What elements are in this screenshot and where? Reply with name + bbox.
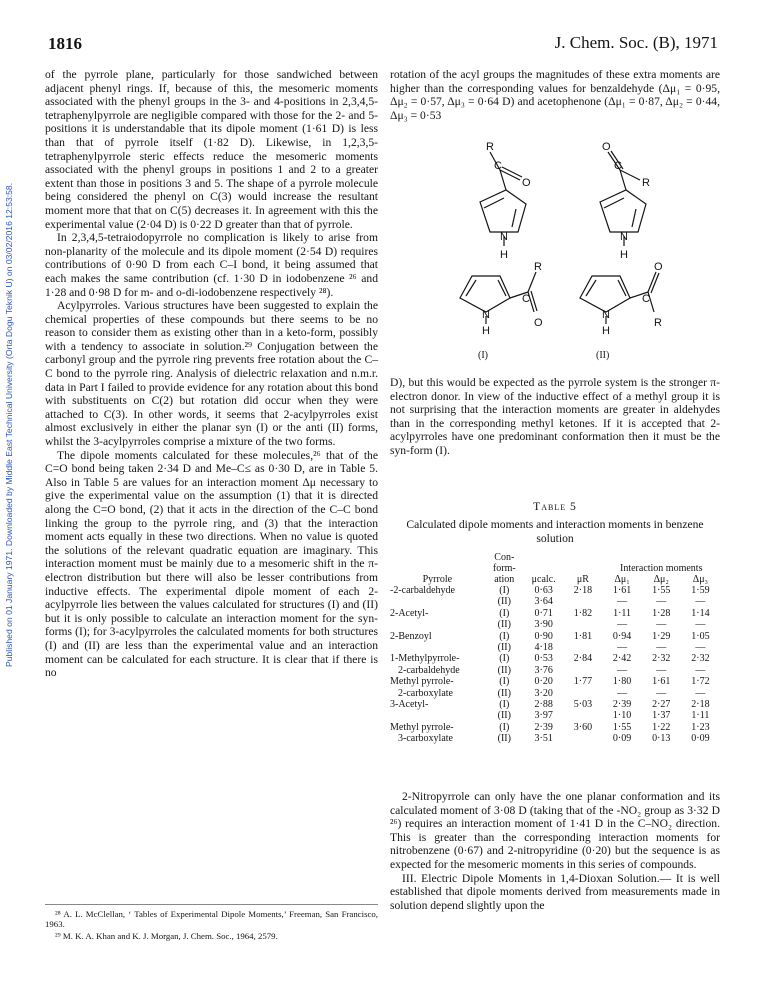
atom-label: R — [534, 261, 542, 273]
download-notice: Published on 01 January 1971. Downloaded by Middle East Technical University (Orta Dogu Teknik U) on 03/02/2016 12:53:58. — [4, 182, 14, 668]
table-cell: 2·18 — [691, 699, 710, 711]
table-cell: 1·29 — [652, 630, 671, 642]
table-cell: — — [695, 642, 706, 654]
atom-label: O — [654, 261, 663, 273]
footnote: ²⁸ A. L. McClellan, ‘ Tables of Experimental Dipole Moments,’ Freeman, San Francisco, 1963. — [45, 909, 378, 930]
table-cell: 1·59 — [691, 585, 710, 596]
header-cell: μcalc. — [531, 574, 556, 585]
table-cell: (I) — [499, 721, 510, 733]
atom-label: N — [602, 309, 610, 321]
table-cell: 1·11 — [613, 607, 632, 619]
table-cell: 3·60 — [573, 721, 593, 733]
table-cell: 3·76 — [534, 664, 553, 676]
table-cell: 0·94 — [612, 630, 632, 642]
paragraph: III. Electric Dipole Moments in 1,4-Dioxan Solution.— It is well established that dipole moments derived from measurements made in solution depend slightly upon the — [390, 871, 720, 912]
table-cell: 1·61 — [652, 676, 671, 688]
paragraph: of the pyrrole plane, particularly for those sandwiched between adjacent phenyl rings. If, because of this, the mesomeric moments associated with the phenyl groups in the 3- and 4-positions in 2,3,4,5-tetraphenylpyrrole are negligible compared with those for the 2- and 5-positions it is understandable that its dipole moment (1·61 D) is less than that of pyrrole itself (1·82 D). Likewise, in 1,2,3,5-tetraphenylpyrrole steric effects reduce the mesomeric moments associated with the phenyl groups in positions 1 and 2 to a greater extent than those in positions 3 and 5. The shape of a pyrrole molecule being considered the phenyl on C(3) would increase the resultant moment more that that on C(5) decreases it. In agreement with this the experimental value (2·04 D) is 0·22 D greater than that of pyrrole. — [45, 68, 378, 231]
table-cell: 1·72 — [691, 676, 710, 688]
table-cell: 2·88 — [534, 699, 553, 711]
paragraph: In 2,3,4,5-tetraiodopyrrole no complication is likely to arise from non-planarity of the molecule and its dipole moment (2·54 D) requires contributions of 0·90 D from each C–I bond, it being assumed that each makes the same contribution (cf. 1·30 D in iodobenzene ²⁶ and 1·28 and 0·98 D for m- and o-di-iodobenzene respectively ²⁸). — [45, 231, 378, 299]
table-cell: (II) — [497, 710, 511, 722]
table-cell: 4·18 — [534, 642, 553, 654]
atom-label: R — [486, 141, 494, 153]
table-cell: 3·64 — [534, 596, 553, 608]
table-cell: 0·09 — [612, 733, 632, 745]
atom-label: N — [482, 309, 490, 321]
table-cell: — — [695, 687, 706, 699]
footnotes — [45, 904, 378, 942]
table-cell: (I) — [499, 699, 510, 711]
atom-label: C — [614, 160, 622, 172]
table-title: Calculated dipole moments and interaction moments in benzene solution — [406, 518, 704, 545]
table-cell: 1·80 — [612, 676, 632, 688]
table-cell — [390, 596, 485, 607]
table-cell: 2-carboxylate — [398, 687, 453, 699]
table-cell: 0·53 — [534, 653, 553, 665]
atom-label: O — [522, 177, 531, 189]
table-cell — [563, 710, 602, 721]
table-cell: 0·71 — [534, 607, 553, 619]
structure-diagrams — [430, 132, 690, 368]
table-label: Table 5 — [533, 500, 577, 513]
table-row — [390, 665, 720, 676]
table-cell: (II) — [497, 687, 511, 699]
table-cell: — — [617, 619, 628, 631]
table-cell: 1·81 — [573, 630, 593, 642]
structure-label-I: (I) — [478, 350, 488, 361]
table-cell: 0·09 — [691, 733, 710, 745]
table-cell: 0·63 — [534, 585, 553, 596]
table-cell: — — [695, 664, 706, 676]
table-cell: 3·51 — [534, 733, 553, 745]
table-cell: (II) — [497, 619, 511, 631]
table-row — [390, 733, 720, 744]
table-row — [390, 688, 720, 699]
table-cell: — — [656, 642, 667, 654]
atom-label: H — [482, 325, 490, 337]
table-cell: 1·61 — [612, 585, 632, 596]
table-cell — [563, 596, 602, 607]
table-cell: 3·20 — [534, 687, 553, 699]
paragraph: The dipole moments calculated for these molecules,²⁶ that of the C=O bond being taken 2·34 D and Me–C≤ as 0·30 D, are in Table 5. Also in Table 5 are values for an interaction moment Δμ necessary to give the experimental value on the assumption (1) that it is directed along the C=O bond, (2) that it acts in the direction of the C–C bond linking the group to the pyrrole ring, and (3) that the interaction moment acts equally in these two directions. When no value is quoted the solutions of the relevant quadratic equation are imaginary. This interaction moment must be mainly due to a mesomeric shift in the π-electron distribution but there will also be lesser contributions from inductive effects. The experimental dipole moment of each 2-acylpyrrole lies between the values calculated for structures (I) and (II) but it is only possible to calculate an interaction moment for the syn-forms (I); for 3-acylpyrroles the calculated moments for both structures (I) and (II) are less than the experimental value and an interaction moment can be calculated for each structure. It is clear that if there is no — [45, 448, 378, 680]
table-cell: 0·90 — [534, 630, 553, 642]
table-cell: 1·28 — [652, 607, 671, 619]
header-cell: Δμ₃ — [692, 574, 709, 585]
table-cell — [563, 619, 602, 630]
page-number: 1816 — [48, 34, 82, 53]
atom-label: O — [602, 141, 611, 153]
table-cell: (I) — [499, 607, 510, 619]
table-row — [390, 653, 720, 664]
table-row — [390, 585, 720, 596]
table-cell: (I) — [499, 676, 510, 688]
table-cell: 1·14 — [691, 607, 710, 619]
table-cell: (II) — [497, 642, 511, 654]
table-cell: 1·22 — [652, 721, 671, 733]
atom-label: R — [642, 177, 650, 189]
structure-label-II: (II) — [596, 350, 610, 361]
table-cell: 1·37 — [652, 710, 671, 722]
table-row — [390, 631, 720, 642]
table-cell: 2·39 — [612, 699, 632, 711]
table-cell: 5·03 — [573, 699, 593, 711]
paragraph: D), but this would be expected as the pyrrole system is the stronger π-electron donor. In view of the inductive effect of a methyl group it is not surprising that the interaction moments are greater in aldehydes than in the corresponding methyl ketones. If it is accepted that 2-acylpyrroles have one predominant conformation then it must be the syn-form (I). — [390, 376, 720, 457]
pyrrole-structures-svg — [430, 132, 690, 368]
table-cell: — — [695, 619, 706, 631]
table-cell: 1·23 — [691, 721, 710, 733]
table-cell: 1·55 — [652, 585, 671, 596]
header-cell: ation — [494, 574, 515, 585]
right-column-top — [390, 68, 720, 122]
table-cell — [563, 642, 602, 653]
table-cell: (I) — [499, 585, 510, 596]
footnote: ²⁹ M. K. A. Khan and K. J. Morgan, J. Chem. Soc., 1964, 2579. — [55, 930, 278, 941]
table-row — [390, 642, 720, 653]
table-cell: — — [656, 619, 667, 631]
table-cell: — — [617, 687, 628, 699]
table-cell: 0·20 — [534, 676, 553, 688]
table-cell: 3·90 — [534, 619, 553, 631]
table-cell: — — [695, 596, 706, 608]
atom-label: R — [654, 317, 662, 329]
table-cell — [563, 688, 602, 699]
atom-label: H — [602, 325, 610, 337]
table-cell — [390, 710, 485, 721]
header-cell: Con- — [494, 552, 515, 563]
table-cell: — — [656, 687, 667, 699]
table-row — [390, 676, 720, 687]
table-cell: 2·32 — [691, 653, 710, 665]
table-cell: — — [617, 596, 628, 608]
table-cell: (I) — [499, 630, 510, 642]
table-cell: 2-Benzoyl — [390, 630, 432, 642]
atom-label: O — [534, 317, 543, 329]
paragraph: 2-Nitropyrrole can only have the one planar conformation and its calculated moment of 3·08 D (taking that of the -NO₂ group as 3·32 D ²⁶) requires an interaction moment of 1·41 D in the C–NO₂ direction. This is greater than the corresponding interaction moments for nitrobenzene (0·67) and 2-nitropyridine (0·20) but the sequence is as expected for the mesomeric moments in this series of compounds. — [390, 790, 720, 871]
table-cell: 3-carboxylate — [398, 733, 453, 745]
table-cell: (II) — [497, 596, 511, 608]
table-row — [390, 608, 720, 619]
header-cell: μR — [576, 574, 589, 585]
atom-label: H — [500, 249, 508, 261]
table-cell: (II) — [497, 664, 511, 676]
table-cell: — — [617, 664, 628, 676]
header-cell: form- — [492, 563, 516, 574]
table-cell: Methyl pyrrole- — [390, 676, 454, 688]
table-cell — [390, 642, 485, 653]
table-cell: 1·82 — [573, 607, 593, 619]
table-cell: — — [656, 664, 667, 676]
table-5 — [390, 552, 720, 745]
table-row — [390, 619, 720, 630]
table-cell: 1·05 — [691, 630, 710, 642]
table-cell: 2-Acetyl- — [390, 607, 429, 619]
table-cell: 3-Acetyl- — [390, 699, 429, 711]
table-cell: 1·10 — [612, 710, 632, 722]
table-cell: Methyl pyrrole- — [390, 721, 454, 733]
table-cell: -2-carbaldehyde — [390, 585, 455, 596]
table-cell: 0·13 — [652, 733, 671, 745]
table-row — [390, 596, 720, 607]
atom-label: N — [500, 231, 508, 243]
table-cell: 2·32 — [652, 653, 671, 665]
table-cell — [390, 619, 485, 630]
atom-label: C — [642, 293, 650, 305]
table-cell: 2·42 — [612, 653, 632, 665]
table-row — [390, 699, 720, 710]
right-column-mid — [390, 376, 720, 458]
table-cell: 2-carbaldehyde — [398, 664, 460, 676]
table-cell: 3·97 — [534, 710, 553, 722]
header-cell: Pyrrole — [422, 574, 453, 585]
table-cell — [563, 733, 602, 744]
table-cell: — — [656, 596, 667, 608]
table-cell: (II) — [497, 733, 511, 745]
table-row — [390, 710, 720, 721]
table-cell: 1-Methylpyrrole- — [390, 653, 460, 665]
table-cell: 1·77 — [573, 676, 593, 688]
header-cell: Δμ₂ — [653, 574, 669, 585]
table-cell: 2·18 — [573, 585, 593, 596]
header-cell: Δμ₁ — [614, 574, 630, 585]
paragraph: Acylpyrroles. Various structures have been suggested to explain the chemical properties of these compounds but there seems to be no reason to consider them as existing other than in a keto-form, possibly with a tendency to associate in solution.²⁹ Conjugation between the carbonyl group and the pyrrole ring prevents free rotation about the C–C bond to the pyrrole ring. Analysis of dielectric relaxation and n.m.r. data in Part I failed to provide evidence for any rotation about this bond with substituents on C(2) but rotation did occur when they were attached to C(3). In other words, it seems that 2-acylpyrroles exist almost exclusively in either the planar syn (I) or the anti (II) forms, whilst the 3-acylpyrroles comprise a mixture of the two forms. — [45, 299, 378, 449]
right-column-bottom — [390, 790, 720, 912]
table-cell: 2·84 — [573, 653, 593, 665]
table-cell: (I) — [499, 653, 510, 665]
atom-label: H — [620, 249, 628, 261]
left-column — [45, 68, 378, 680]
atom-label: C — [494, 160, 502, 172]
atom-label: N — [620, 231, 628, 243]
table-cell: 2·27 — [652, 699, 671, 711]
table-cell: — — [617, 642, 628, 654]
table-row — [390, 722, 720, 733]
table-cell: 2·39 — [534, 721, 553, 733]
table-cell: 1·55 — [612, 721, 632, 733]
table-cell: 1·11 — [691, 710, 710, 722]
atom-label: C — [522, 293, 530, 305]
paragraph: rotation of the acyl groups the magnitudes of these extra moments are higher than the corresponding values for benzaldehyde (Δμ₁ = 0·95, Δμ₂ = 0·57, Δμ₃ = 0·64 D) and acetophenone (Δμ₁ = 0·87, Δμ₂ = 0·44, Δμ₃ = 0·53 — [390, 68, 720, 122]
header-cell: Interaction moments — [620, 563, 703, 574]
journal-header: J. Chem. Soc. (B), 1971 — [554, 33, 718, 52]
table-cell — [563, 665, 602, 676]
